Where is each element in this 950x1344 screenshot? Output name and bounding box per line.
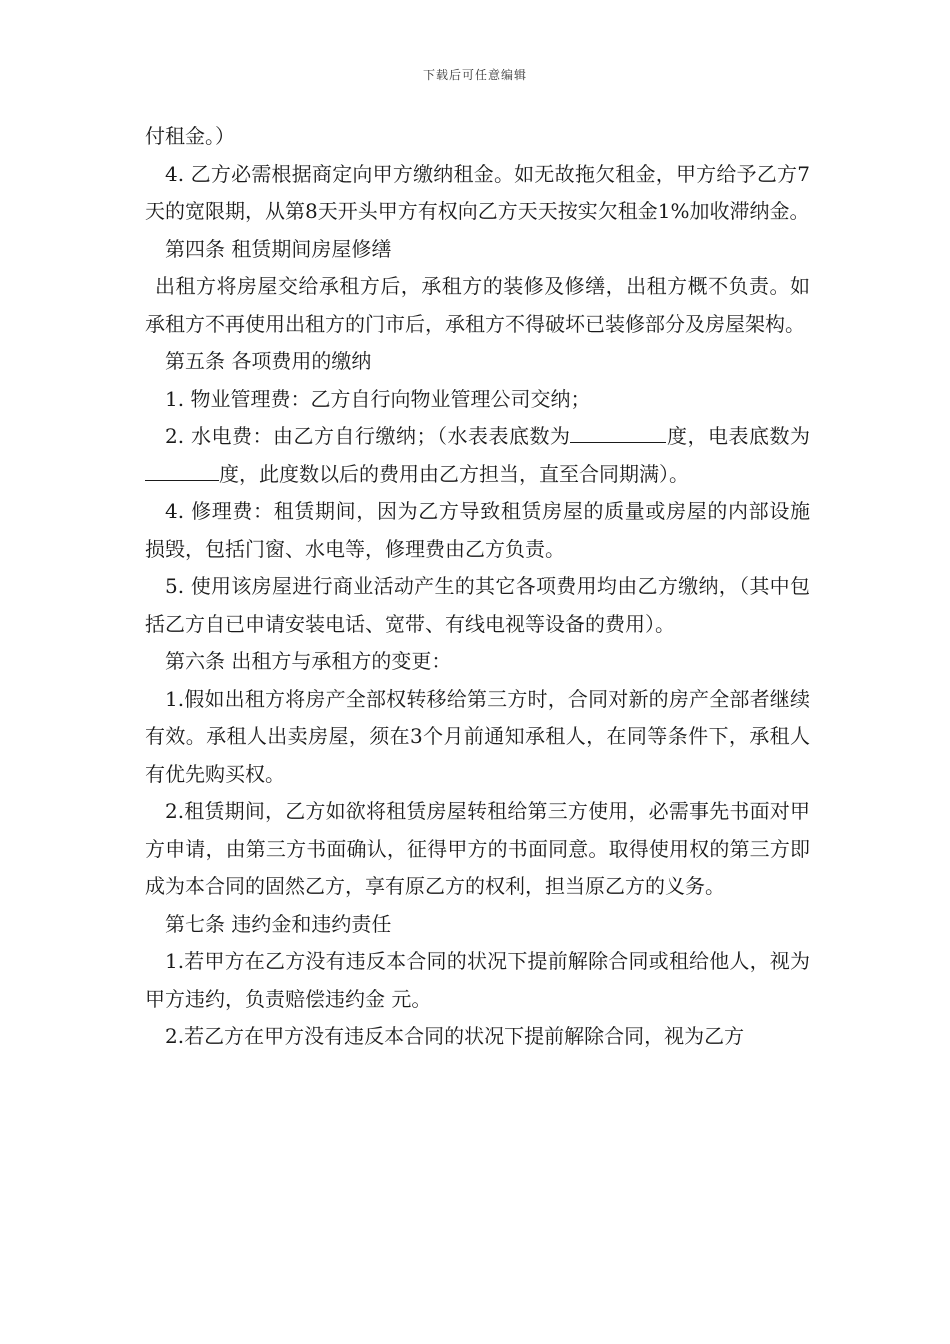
paragraph-clause-5-2	[145, 418, 810, 493]
paragraph-clause-6-2: 2.租赁期间，乙方如欲将租赁房屋转租给第三方使用，必需事先书面对甲方申请，由第三方书面确认，征得甲方的书面同意。取得使用权的第三方即成为本合同的固然乙方，享有原乙方的权利，担当原乙方的义务。	[145, 799, 810, 898]
heading-article-6: 第六条 出租方与承租方的变更：	[165, 649, 452, 673]
electric-meter-blank[interactable]	[145, 460, 219, 481]
paragraph-clause-5-4: 4. 修理费：租赁期间，因为乙方导致租赁房屋的质量或房屋的内部设施损毁，包括门窗、水电等，修理费由乙方负责。	[145, 499, 810, 561]
paragraph-clause-7-2: 2.若乙方在甲方没有违反本合同的状况下提前解除合同，视为乙方	[165, 1024, 745, 1048]
paragraph-clause-6-1: 1.假如出租方将房产全部权转移给第三方时，合同对新的房产全部者继续有效。承租人出卖房屋，须在3个月前通知承租人，在同等条件下，承租人有优先购买权。	[145, 686, 810, 786]
paragraph-rent-continued: 付租金。）	[145, 124, 235, 148]
paragraph-clause-5-1: 1. 物业管理费：乙方自行向物业管理公司交纳；	[165, 386, 591, 411]
water-meter-blank[interactable]	[570, 422, 666, 443]
paragraph-clause-7-1: 1.若甲方在乙方没有违反本合同的状况下提前解除合同或租给他人，视为甲方违约，负责赔偿违约金 元。	[145, 949, 810, 1011]
clause-5-2-text-c: 度，此度数以后的费用由乙方担当，直至合同期满）。	[219, 461, 689, 486]
heading-article-4: 第四条 租赁期间房屋修缮	[165, 236, 392, 261]
clause-5-2-text-a: 2. 水电费：由乙方自行缴纳；（水表表底数为	[165, 424, 571, 448]
heading-article-7: 第七条 违约金和违约责任	[165, 911, 392, 936]
paragraph-clause-3-4: 4. 乙方必需根据商定向甲方缴纳租金。如无故拖欠租金，甲方给予乙方7天的宽限期，从第8天开头甲方有权向乙方天天按实欠租金1%加收滞纳金。	[145, 161, 810, 223]
heading-article-5: 第五条 各项费用的缴纳	[165, 349, 372, 373]
paragraph-article-4-body: 出租方将房屋交给承租方后，承租方的装修及修缮，出租方概不负责。如承租方不再使用出租方的门市后，承租方不得破坏已装修部分及房屋架构。	[145, 274, 810, 336]
page-header-note: 下载后可任意编辑	[422, 68, 527, 82]
document-body	[145, 118, 810, 1056]
paragraph-clause-5-5: 5. 使用该房屋进行商业活动产生的其它各项费用均由乙方缴纳，（其中包括乙方自已申请安装电话、宽带、有线电视等设备的费用）。	[145, 574, 810, 636]
clause-5-2-text-b: 度，电表底数为	[666, 424, 810, 448]
